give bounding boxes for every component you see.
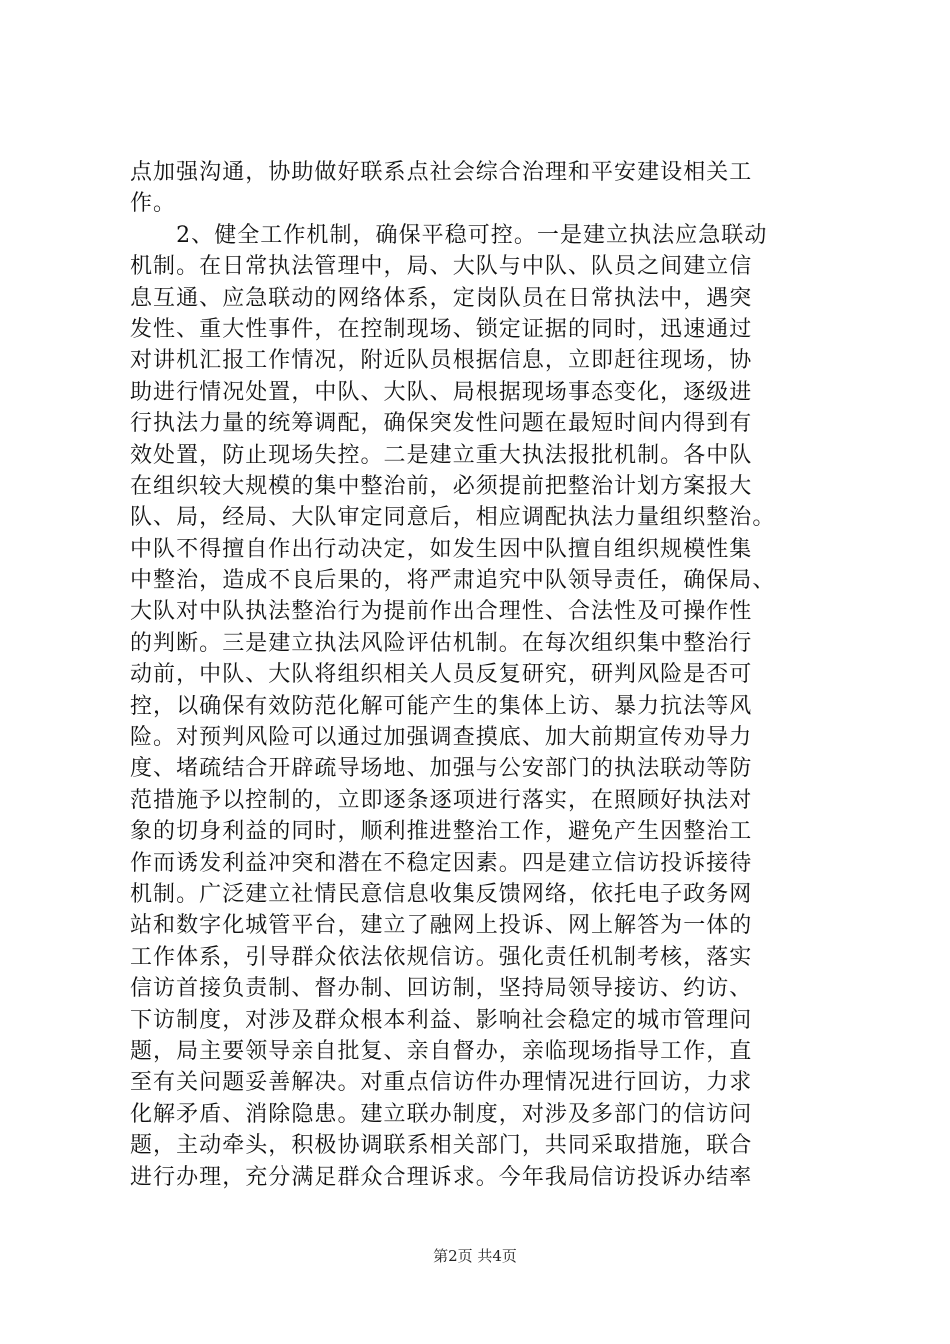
text-line: 大队对中队执法整治行为提前作出合理性、合法性及可操作性 — [130, 599, 753, 625]
page-number: 第2页 共4页 — [433, 1247, 517, 1265]
text-line: 动前，中队、大队将组织相关人员反复研究，研判风险是否可 — [130, 662, 753, 688]
text-line: 范措施予以控制的，立即逐条逐项进行落实，在照顾好执法对 — [130, 787, 753, 813]
text-line: 在组织较大规模的集中整治前，必须提前把整治计划方案报大 — [130, 473, 753, 499]
text-line: 险。对预判风险可以通过加强调查摸底、加大前期宣传劝导力 — [130, 725, 753, 751]
text-line: 行执法力量的统筹调配，确保突发性问题在最短时间内得到有 — [130, 411, 753, 437]
text-line: 作而诱发利益冲突和潜在不稳定因素。四是建立信访投诉接待 — [130, 850, 753, 876]
body-text — [130, 157, 830, 1193]
text-line: 题，主动牵头，积极协调联系相关部门，共同采取措施，联合 — [130, 1133, 753, 1159]
text-line: 效处置，防止现场失控。二是建立重大执法报批机制。各中队 — [130, 442, 753, 468]
text-line: 站和数字化城管平台，建立了融网上投诉、网上解答为一体的 — [130, 913, 753, 939]
text-line: 信访首接负责制、督办制、回访制，坚持局领导接访、约访、 — [130, 976, 753, 1002]
text-line: 2、健全工作机制，确保平稳可控。一是建立执法应急联动 — [130, 222, 768, 248]
text-line: 息互通、应急联动的网络体系，定岗队员在日常执法中，遇突 — [130, 285, 753, 311]
text-line: 题，局主要领导亲自批复、亲自督办，亲临现场指导工作，直 — [130, 1038, 753, 1064]
text-line: 至有关问题妥善解决。对重点信访件办理情况进行回访，力求 — [130, 1070, 753, 1096]
text-line: 度、堵疏结合开辟疏导场地、加强与公安部门的执法联动等防 — [130, 756, 753, 782]
text-line: 助进行情况处置，中队、大队、局根据现场事态变化，逐级进 — [130, 379, 753, 405]
text-line: 象的切身利益的同时，顺利推进整治工作，避免产生因整治工 — [130, 819, 753, 845]
text-line: 化解矛盾、消除隐患。建立联办制度，对涉及多部门的信访问 — [130, 1101, 753, 1127]
text-line: 作。 — [130, 191, 177, 217]
text-line: 下访制度，对涉及群众根本利益、影响社会稳定的城市管理问 — [130, 1007, 753, 1033]
text-line: 控，以确保有效防范化解可能产生的集体上访、暴力抗法等风 — [130, 693, 753, 719]
text-line: 点加强沟通，协助做好联系点社会综合治理和平安建设相关工 — [130, 160, 753, 185]
text-line: 机制。在日常执法管理中，局、大队与中队、队员之间建立信 — [130, 254, 753, 280]
text-line: 工作体系，引导群众依法依规信访。强化责任机制考核，落实 — [130, 944, 753, 970]
text-line: 发性、重大性事件，在控制现场、锁定证据的同时，迅速通过 — [130, 316, 753, 342]
text-line: 对讲机汇报工作情况，附近队员根据信息，立即赶往现场，协 — [130, 348, 753, 374]
text-line: 中队不得擅自作出行动决定，如发生因中队擅自组织规模性集 — [130, 536, 753, 562]
text-line: 中整治，造成不良后果的，将严肃追究中队领导责任，确保局、 — [130, 568, 776, 594]
text-line: 队、局，经局、大队审定同意后，相应调配执法力量组织整治。 — [130, 505, 776, 531]
text-line: 进行办理，充分满足群众合理诉求。今年我局信访投诉办结率 — [130, 1164, 753, 1190]
text-line: 的判断。三是建立执法风险评估机制。在每次组织集中整治行 — [130, 630, 753, 656]
text-line: 机制。广泛建立社情民意信息收集反馈网络，依托电子政务网 — [130, 881, 753, 907]
